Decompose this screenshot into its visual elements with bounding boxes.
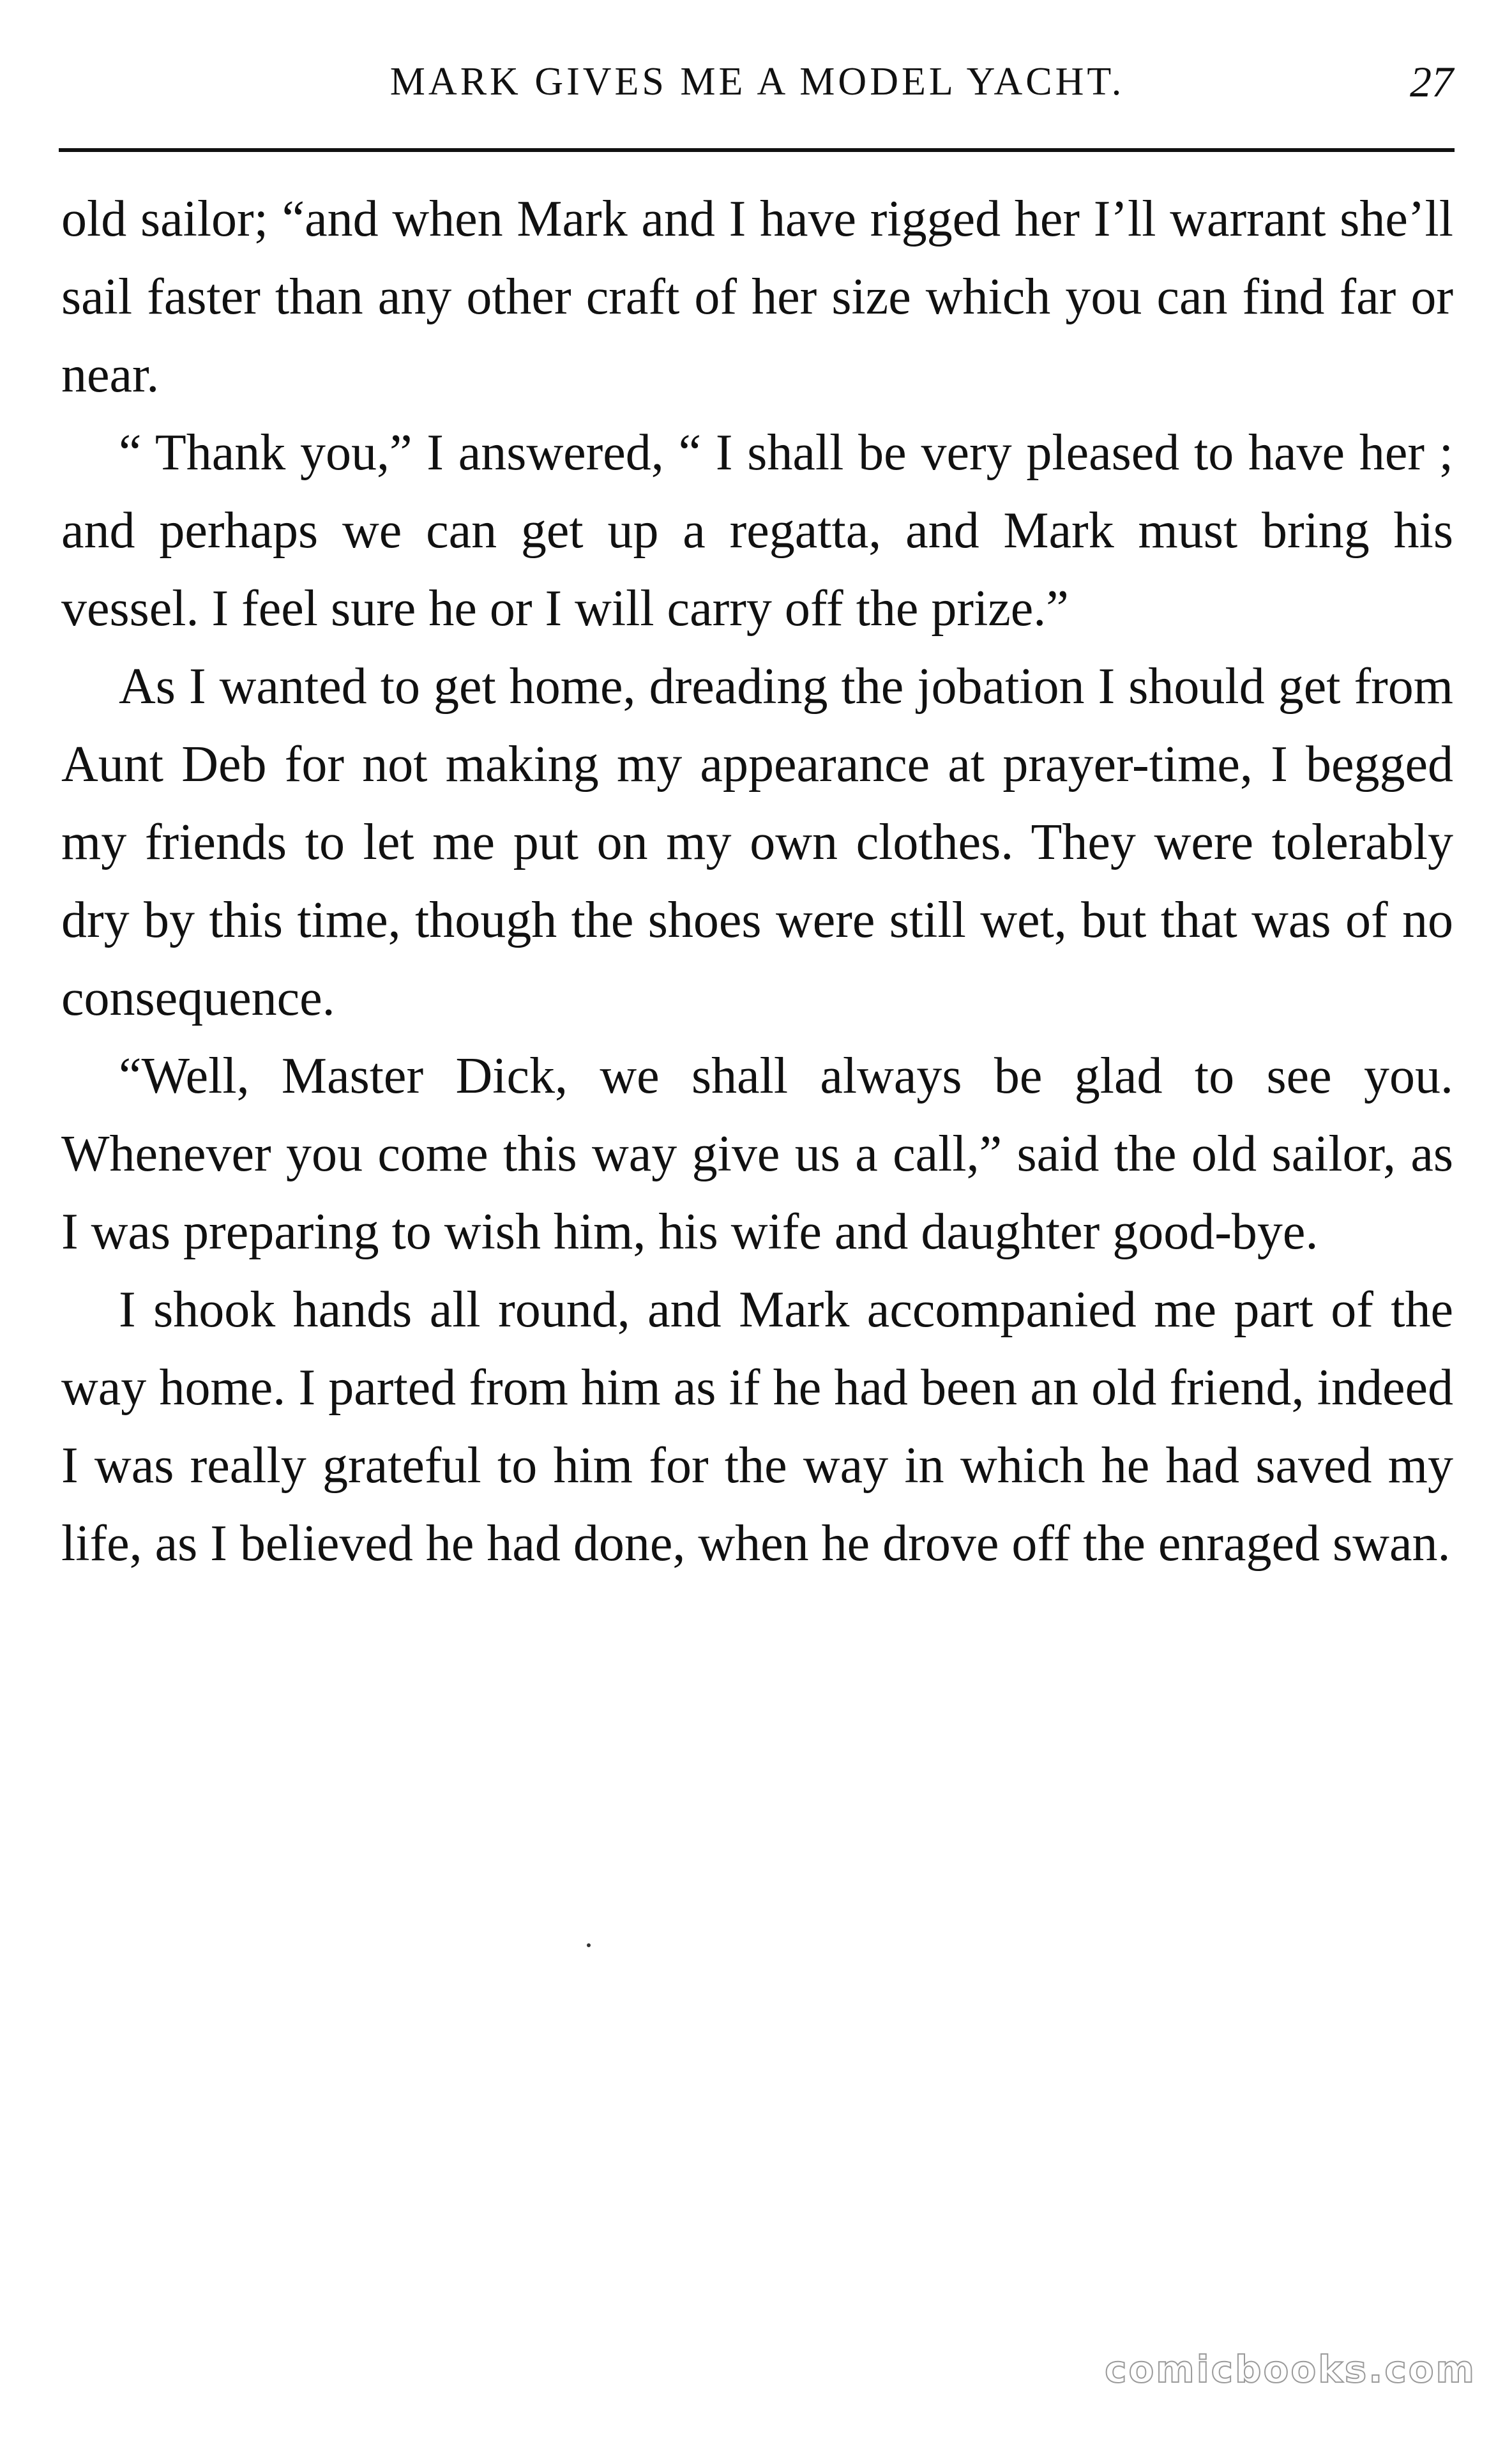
paragraph-3: As I wanted to get home, dreading the jobation I should get from Aunt Deb for not making my appearance at prayer-time, I begged my friends to let me put on my own clothes. They were tolerably dry by this time, though the shoes were still wet, but that was of no consequence.: [61, 658, 1453, 1026]
page-number: 27: [1410, 57, 1453, 106]
stray-ink-mark: [587, 1943, 591, 1947]
body-text: [61, 180, 1453, 1583]
paragraph-5: I shook hands all round, and Mark accompanied me part of the way home. I parted from him as if he had been an old friend, indeed I was really grateful to him for the way in which he had saved my life, as I believed he had done, when he drove off the enraged swan.: [61, 1282, 1453, 1572]
watermark: comicbooks.com: [1105, 2348, 1476, 2391]
running-head: [61, 56, 1453, 107]
paragraph-2: “ Thank you,” I answered, “ I shall be very pleased to have her ; and perhaps we can get up a regatta, and Mark must bring his vessel. I feel sure he or I will carry off the prize.”: [61, 425, 1453, 637]
header-rule: [59, 148, 1455, 152]
running-title: MARK GIVES ME A MODEL YACHT.: [389, 60, 1125, 103]
paragraph-4: “Well, Master Dick, we shall always be glad to see you. Whenever you come this way give us a call,” said the old sailor, as I was preparing to wish him, his wife and daughter good-bye.: [61, 1048, 1453, 1260]
paragraph-1: old sailor; “and when Mark and I have rigged her I’ll warrant she’ll sail faster than any other craft of her size which you can find far or near.: [61, 191, 1453, 403]
